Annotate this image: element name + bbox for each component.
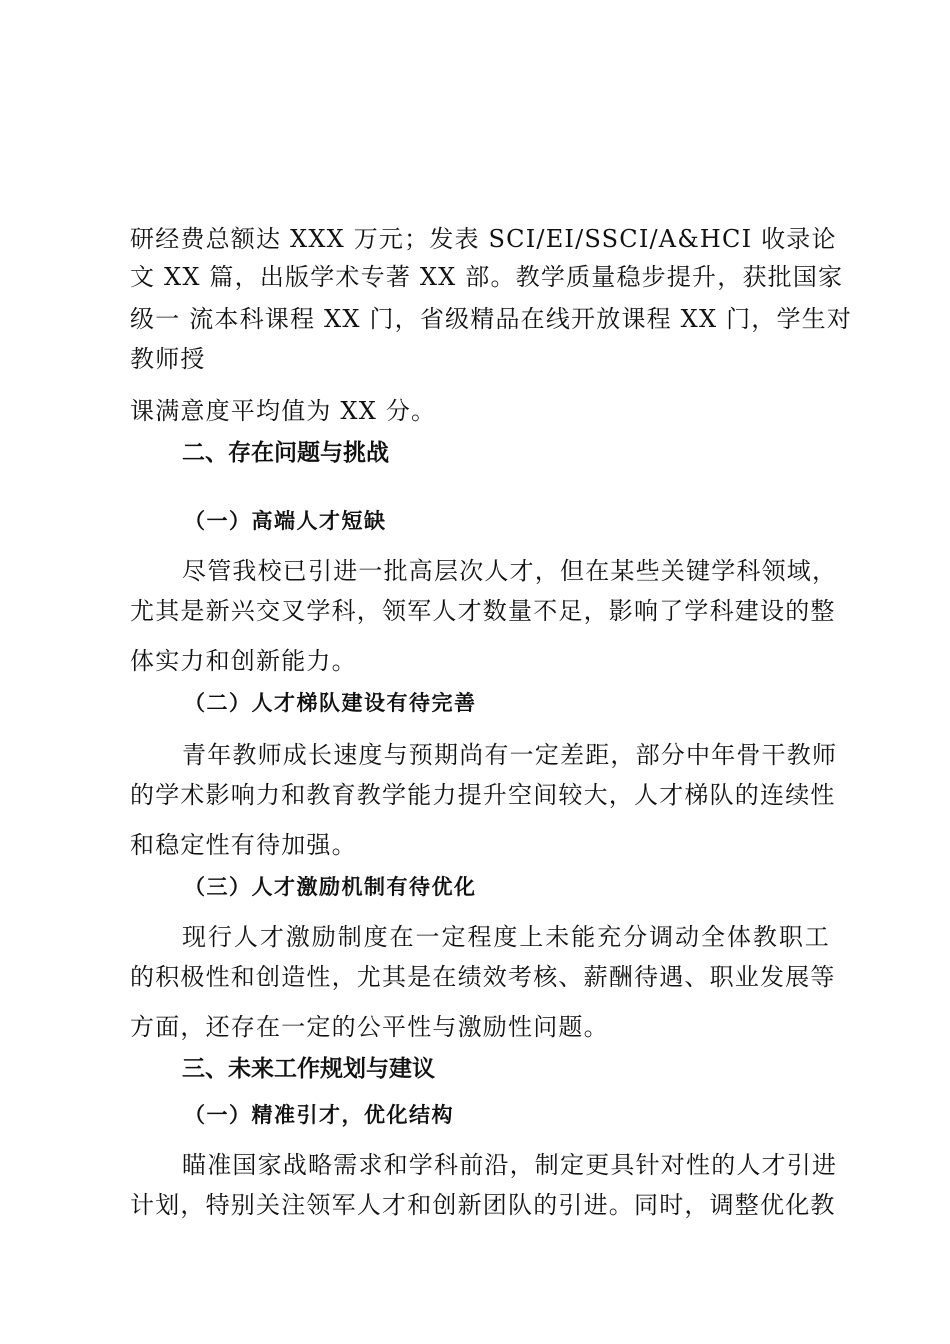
subsection-heading: （一）精准引才，优化结构 bbox=[184, 1103, 454, 1127]
paragraph-line: 青年教师成长速度与预期尚有一定差距，部分中年骨干教师 bbox=[182, 741, 838, 769]
paragraph-line: 尤其是新兴交叉学科，领军人才数量不足，影响了学科建设的整 bbox=[130, 597, 836, 625]
paragraph-line: 尽管我校已引进一批高层次人才，但在某些关键学科领域， bbox=[182, 557, 838, 585]
section-heading: 三、未来工作规划与建议 bbox=[182, 1056, 435, 1082]
subsection-heading: （二）人才梯队建设有待完善 bbox=[184, 691, 477, 715]
paragraph-line: 体实力和创新能力。 bbox=[130, 647, 357, 675]
subsection-heading: （一）高端人才短缺 bbox=[184, 509, 387, 533]
paragraph-line: 的积极性和创造性，尤其是在绩效考核、薪酬待遇、职业发展等 bbox=[130, 963, 836, 991]
paragraph-line: 瞄准国家战略需求和学科前沿，制定更具针对性的人才引进 bbox=[182, 1151, 838, 1179]
paragraph-line: 计划，特别关注领军人才和创新团队的引进。同时，调整优化教 bbox=[130, 1191, 836, 1219]
paragraph-line: 现行人才激励制度在一定程度上未能充分调动全体教职工 bbox=[182, 923, 830, 951]
paragraph-line: 的学术影响力和教育教学能力提升空间较大，人才梯队的连续性 bbox=[130, 781, 836, 809]
subsection-heading: （三）人才激励机制有待优化 bbox=[184, 875, 477, 899]
paragraph-line: 研经费总额达 XXX 万元；发表 SCI/EI/SSCI/A&HCI 收录论 bbox=[130, 225, 837, 253]
paragraph-line: 文 XX 篇，出版学术专著 XX 部。教学质量稳步提升，获批国家 bbox=[130, 263, 844, 291]
section-heading: 二、存在问题与挑战 bbox=[182, 440, 389, 466]
paragraph-line: 和稳定性有待加强。 bbox=[130, 831, 357, 859]
paragraph-line: 课满意度平均值为 XX 分。 bbox=[130, 397, 437, 425]
paragraph-line: 级一 流本科课程 XX 门，省级精品在线开放课程 XX 门，学生对 bbox=[130, 305, 853, 333]
paragraph-line: 教师授 bbox=[130, 345, 206, 373]
paragraph-line: 方面，还存在一定的公平性与激励性问题。 bbox=[130, 1013, 609, 1041]
